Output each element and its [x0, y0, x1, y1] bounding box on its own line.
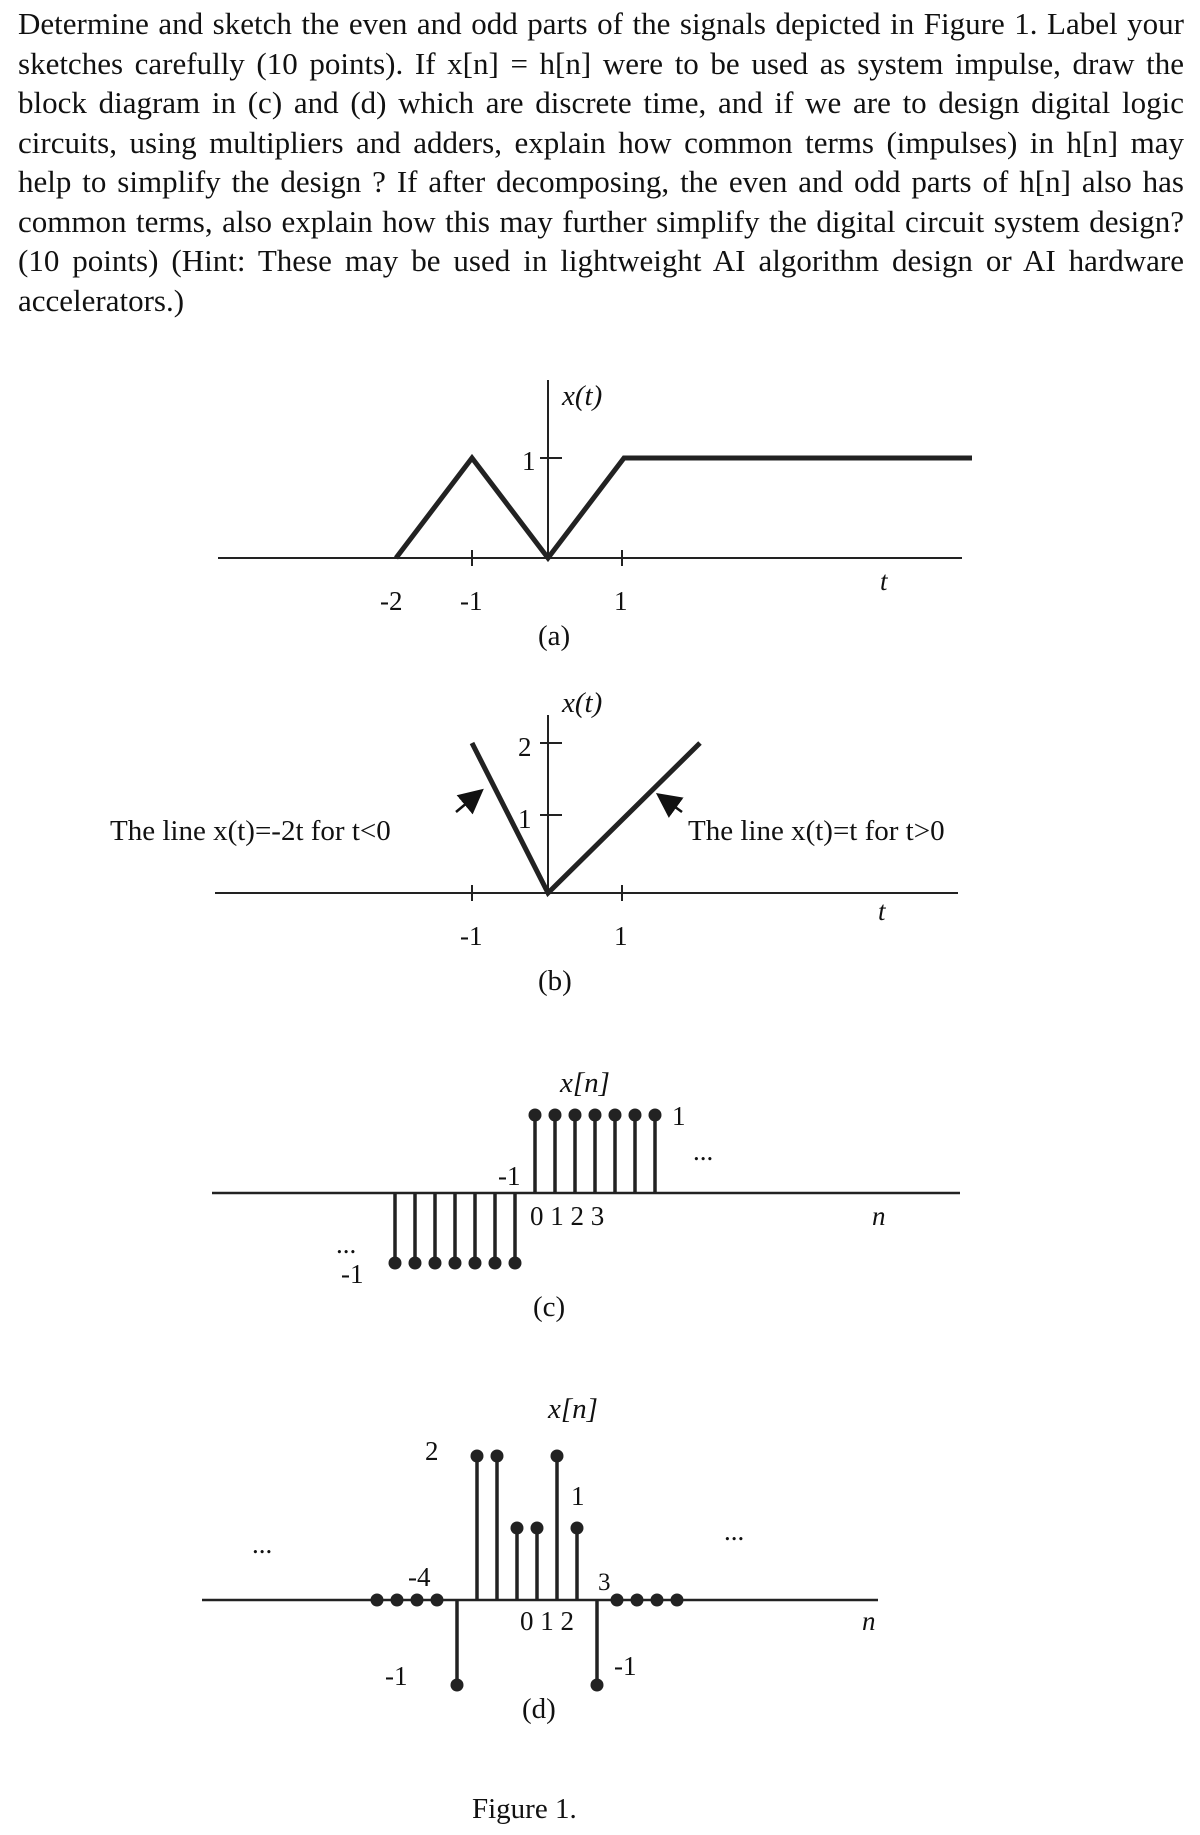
plot-c-ellipsis-left: ... — [336, 1229, 357, 1259]
plot-c — [212, 1067, 960, 1323]
stem-dot — [591, 1679, 604, 1692]
stem-dot — [551, 1450, 564, 1463]
plot-b-ylabel: x(t) — [562, 687, 603, 719]
plot-d-tick-3: 3 — [598, 1569, 611, 1596]
stem-dot — [571, 1522, 584, 1535]
stem-dot — [409, 1257, 422, 1270]
plot-b-right-note: The line x(t)=t for t>0 — [688, 815, 945, 847]
plot-c-n-ticks: 0 1 2 3 — [530, 1201, 605, 1231]
plot-d-ellipsis-left: ... — [252, 1529, 273, 1559]
stem-dot — [569, 1109, 582, 1122]
plot-b-ytick-label: 2 — [518, 732, 532, 762]
stem-dot — [629, 1109, 642, 1122]
stem-dot — [511, 1522, 524, 1535]
plot-d-label: (d) — [522, 1693, 556, 1725]
plot-a-xlabel: t — [880, 566, 888, 596]
plot-b-left-arrow — [456, 792, 480, 812]
plot-d-n-ticks: 0 1 2 — [520, 1606, 574, 1636]
plot-b-left-note: The line x(t)=-2t for t<0 — [110, 815, 391, 847]
plot-c-ylabel: x[n] — [560, 1067, 610, 1099]
stem-dot — [531, 1522, 544, 1535]
stem-dot — [549, 1109, 562, 1122]
plot-d-ellipsis-right: ... — [724, 1516, 745, 1546]
plot-d-xlabel: n — [862, 1606, 876, 1636]
plot-b — [110, 687, 958, 997]
plot-d-value-neg-right: -1 — [614, 1651, 637, 1681]
plot-c-label: (c) — [533, 1291, 566, 1323]
plot-a-xtick-label: 1 — [614, 586, 628, 616]
plot-c-value-neg-top: -1 — [498, 1161, 521, 1191]
stem-dot — [509, 1257, 522, 1270]
plot-d — [202, 1393, 878, 1725]
stem-dot — [389, 1257, 402, 1270]
plot-d-value-neg-left: -1 — [385, 1661, 408, 1691]
plot-d-value-1: 1 — [571, 1481, 585, 1511]
stem-dot — [411, 1594, 424, 1607]
stem-dot — [469, 1257, 482, 1270]
stem-dot — [649, 1109, 662, 1122]
stem-dot — [631, 1594, 644, 1607]
stem-dot — [611, 1594, 624, 1607]
problem-statement: Determine and sketch the even and odd parts of the signals depicted in Figure 1. Label your sketches carefully (10 points). If x[n] = h[n] were to be used as system impulse, draw the block diagram in (c) and (d) which are discrete time, and if we are to design digital logic circuits, using multipliers and adders, explain how common terms (impulses) in h[n] may help to simplify the design ? If after decomposing, the even and odd parts of h[n] also has common terms, also explain how this may further simplify the digital circuit system design? (10 points) (Hint: These may be used in lightweight AI algorithm design or AI hardware accelerators.) — [18, 6, 1184, 318]
stem-dot — [529, 1109, 542, 1122]
figure-caption: Figure 1. — [472, 1793, 577, 1825]
plot-b-xtick-label: -1 — [460, 921, 483, 951]
plot-d-tick-neg4: -4 — [408, 1562, 431, 1592]
stem-dot — [609, 1109, 622, 1122]
plot-d-value-2: 2 — [425, 1436, 439, 1466]
stem-dot — [671, 1594, 684, 1607]
plot-c-xlabel: n — [872, 1201, 886, 1231]
plot-c-value-neg-left: -1 — [341, 1259, 364, 1289]
plot-b-right-arrow — [660, 796, 682, 812]
stem-dot — [431, 1594, 444, 1607]
plot-a — [218, 380, 972, 652]
plot-c-ellipsis-right: ... — [693, 1136, 714, 1166]
plot-a-signal — [396, 458, 972, 558]
stem-dot — [391, 1594, 404, 1607]
stem-dot — [489, 1257, 502, 1270]
plot-a-xtick-label: -1 — [460, 586, 483, 616]
plot-a-label: (a) — [538, 620, 571, 652]
stem-dot — [491, 1450, 504, 1463]
stem-dot — [451, 1679, 464, 1692]
stem-dot — [471, 1450, 484, 1463]
stem-dot — [371, 1594, 384, 1607]
plot-b-xtick-label: 1 — [614, 921, 628, 951]
stem-dot — [589, 1109, 602, 1122]
plot-c-value-pos: 1 — [672, 1101, 686, 1131]
plot-a-xtick-label: -2 — [380, 586, 403, 616]
stem-dot — [429, 1257, 442, 1270]
stem-dot — [449, 1257, 462, 1270]
plot-a-ytick-label: 1 — [522, 446, 536, 476]
plot-b-signal — [472, 743, 700, 893]
plot-d-ylabel: x[n] — [548, 1393, 598, 1425]
plot-a-ylabel: x(t) — [562, 380, 603, 412]
plot-b-ytick-label: 1 — [518, 804, 532, 834]
plot-b-xlabel: t — [878, 896, 886, 926]
plot-b-label: (b) — [538, 965, 572, 997]
stem-dot — [651, 1594, 664, 1607]
